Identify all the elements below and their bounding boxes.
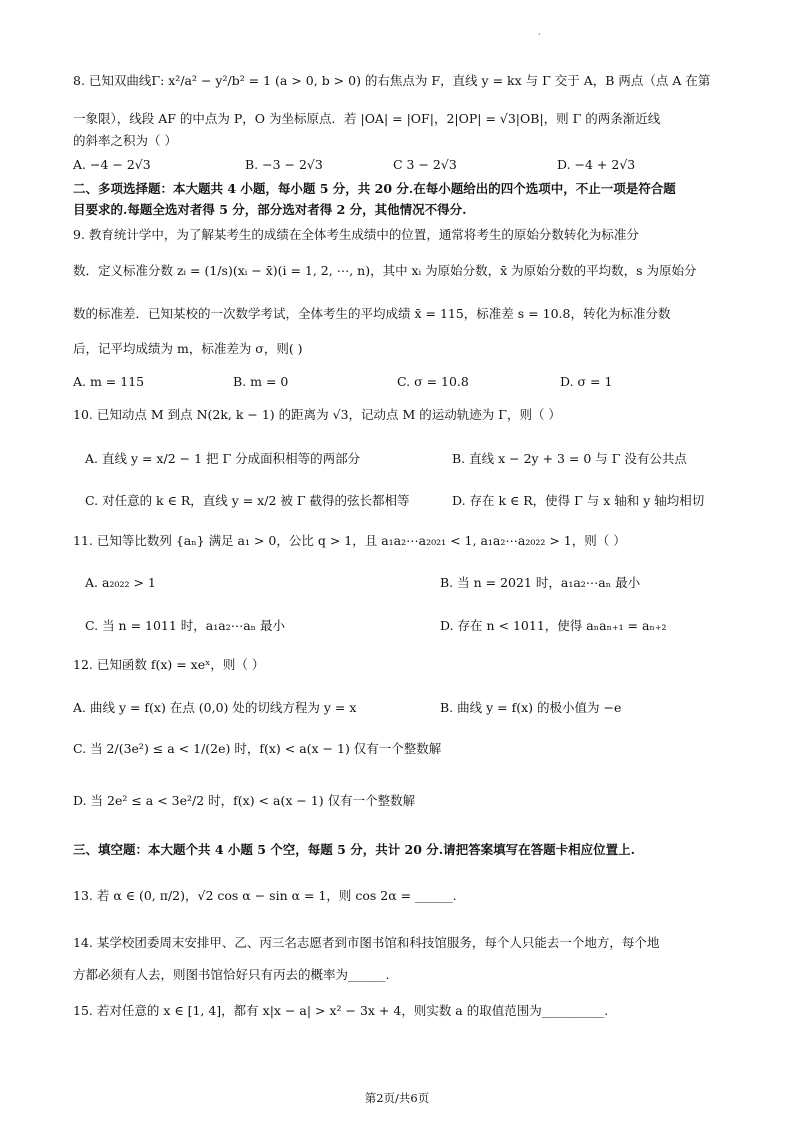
q12-option-d: D. 当 2e² ≤ a < 3e²/2 时，f(x) < a(x − 1) 仅有一个整数解 [73,793,416,808]
q10-option-b: B. 直线 x − 2y + 3 = 0 与 Γ 没有公共点 [452,451,687,466]
q11-option-c: C. 当 n = 1011 时，a₁a₂⋯aₙ 最小 [85,618,286,633]
scan-dot: · [538,30,541,39]
q12-line1: 12. 已知函数 f(x) = xeˣ，则（ ） [73,657,265,672]
q10-line1: 10. 已知动点 M 到点 N(2k, k − 1) 的距离为 √3，记动点 M 的运动轨迹为 Γ，则（ ） [73,407,561,422]
q8-option-d: D. −4 + 2√3 [557,157,636,172]
q12-option-c: C. 当 2/(3e²) ≤ a < 1/(2e) 时，f(x) < a(x − 1) 仅有一个整数解 [73,741,442,756]
q9-option-b: B. m = 0 [233,374,289,389]
q8-option-b: B. −3 − 2√3 [245,157,323,172]
q11-option-d: D. 存在 n < 1011，使得 aₙaₙ₊₁ = aₙ₊₂ [440,618,667,633]
q12-option-b: B. 曲线 y = f(x) 的极小值为 −e [440,700,622,715]
section3-heading: 三、填空题：本大题个共 4 小题 5 个空，每题 5 分，共计 20 分.请把答案填写在答题卡相应位置上. [73,842,636,857]
section2-heading: 二、多项选择题：本大题共 4 小题，每小题 5 分，共 20 分.在每小题给出的四个选项中，不止一项是符合题 [73,181,676,196]
q8-option-a: A. −4 − 2√3 [73,157,151,172]
q15-line: 15. 若对任意的 x ∈ [1, 4]，都有 x|x − a| > x² − 3x + 4，则实数 a 的取值范围为__________. [73,1003,609,1018]
q9-line2: 数．定义标准分数 zᵢ = (1/s)(xᵢ − x̄)(i = 1, 2, ⋯, n)，其中 xᵢ 为原始分数，x̄ 为原始分数的平均数，s 为原始分 [73,263,697,278]
page-footer: 第2页/共6页 [364,1091,430,1105]
q12-option-a: A. 曲线 y = f(x) 在点 (0,0) 处的切线方程为 y = x [73,700,357,715]
q9-line3: 数的标准差．已知某校的一次数学考试，全体考生的平均成绩 x̄ = 115，标准差 s = 10.8，转化为标准分数 [73,306,671,321]
q8-option-c: C 3 − 2√3 [393,157,457,172]
q11-option-a: A. a₂₀₂₂ > 1 [85,575,156,590]
section2-heading-cont: 目要求的.每题全选对者得 5 分，部分选对者得 2 分，其他情况不得分. [73,202,467,217]
q8-line2: 一象限），线段 AF 的中点为 P，O 为坐标原点．若 |OA| = |OF|，2|OP| = √3|OB|，则 Γ 的两条渐近线 [73,111,661,126]
q10-option-a: A. 直线 y = x/2 − 1 把 Γ 分成面积相等的两部分 [85,451,361,466]
q8-line1: 8. 已知双曲线Γ: x²/a² − y²/b² = 1 (a > 0, b > 0) 的右焦点为 F，直线 y = kx 与 Γ 交于 A，B 两点（点 A 在第 [73,73,711,88]
q9-option-d: D. σ = 1 [560,374,613,389]
q13-line: 13. 若 α ∈ (0, π/2)，√2 cos α − sin α = 1，则 cos 2α = ______. [73,888,457,903]
q14-line1: 14. 某学校团委周末安排甲、乙、丙三名志愿者到市图书馆和科技馆服务，每个人只能去一个地方，每个地 [73,935,660,950]
q9-option-a: A. m = 115 [73,374,145,389]
q11-line1: 11. 已知等比数列 {aₙ} 满足 a₁ > 0，公比 q > 1，且 a₁a₂⋯a₂₀₂₁ < 1, a₁a₂⋯a₂₀₂₂ > 1，则（ ） [73,533,626,548]
q10-option-d: D. 存在 k ∈ R，使得 Γ 与 x 轴和 y 轴均相切 [452,493,705,508]
q14-line2: 方都必须有人去，则图书馆恰好只有丙去的概率为______. [73,967,390,982]
q10-option-c: C. 对任意的 k ∈ R，直线 y = x/2 被 Γ 截得的弦长都相等 [85,493,410,508]
q9-option-c: C. σ = 10.8 [397,374,469,389]
q8-line3: 的斜率之积为（ ） [73,133,177,148]
q11-option-b: B. 当 n = 2021 时，a₁a₂⋯aₙ 最小 [440,575,641,590]
q9-line1: 9. 教育统计学中，为了解某考生的成绩在全体考生成绩中的位置，通常将考生的原始分数转化为标准分 [73,227,639,242]
q9-line4: 后，记平均成绩为 m，标准差为 σ，则( ) [73,341,303,356]
